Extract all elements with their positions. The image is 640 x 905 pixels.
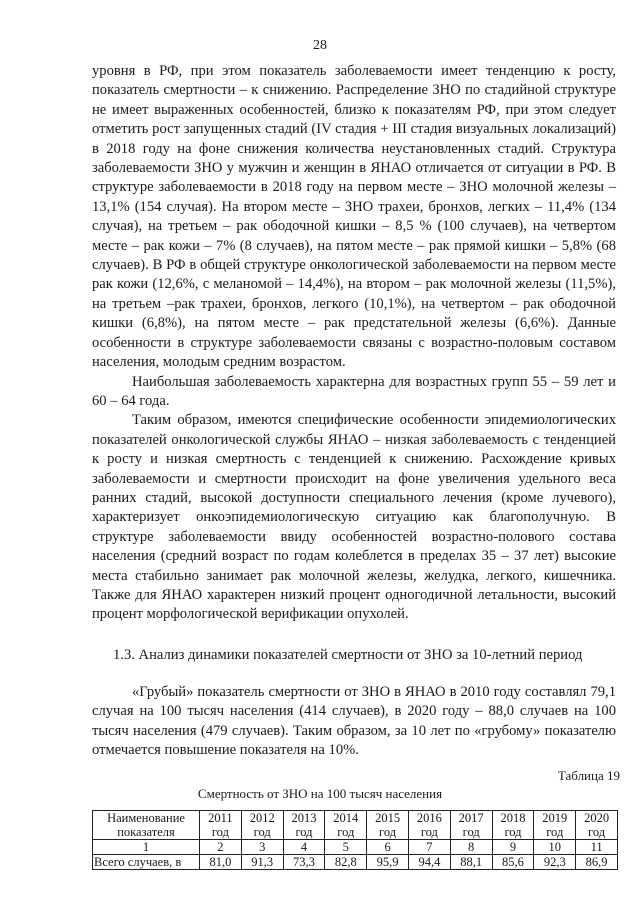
body-text — [92, 62, 616, 625]
header-cell: 2016 год — [408, 811, 450, 840]
number-cell: 9 — [492, 840, 534, 855]
number-cell: 8 — [450, 840, 492, 855]
table-header-row — [93, 811, 618, 840]
paragraph-2: Наибольшая заболеваемость характерна для возрастных групп 55 – 59 лет и 60 – 64 года. — [92, 373, 616, 409]
value-cell: 91,3 — [241, 855, 283, 870]
number-cell: 10 — [534, 840, 576, 855]
header-cell: 2015 год — [367, 811, 409, 840]
header-cell: Наименование показателя — [93, 811, 200, 840]
header-cell: 2013 год — [283, 811, 325, 840]
value-cell: 82,8 — [325, 855, 367, 870]
value-cell: 73,3 — [283, 855, 325, 870]
number-cell: 1 — [93, 840, 200, 855]
value-cell: 88,1 — [450, 855, 492, 870]
number-cell: 6 — [367, 840, 409, 855]
number-cell: 11 — [576, 840, 618, 855]
table-label: Таблица 19 — [557, 768, 620, 783]
page-number: 28 — [313, 38, 327, 53]
number-cell: 2 — [200, 840, 242, 855]
number-cell: 3 — [241, 840, 283, 855]
value-cell: 95,9 — [367, 855, 409, 870]
value-cell: 92,3 — [534, 855, 576, 870]
header-cell: 2017 год — [450, 811, 492, 840]
paragraph-3: Таким образом, имеются специфические особенности эпидемиологических показателей онкологической службы ЯНАО – низкая заболеваемость с тенденцией к росту и низкая смертность с тенденцией к снижению. Расхождение кривых заболеваемости и смертности происходит на фоне увеличения удельного веса ранних стадий, высокой доступности специального лечения (кроме лучевого), характеризует онкоэпидемиологическую ситуацию как благополучную. В структуре заболеваемости ввиду особенностей возрастно-полового состава населения (средний возраст по годам колеблется в пределах 35 – 37 лет) высокие места стабильно занимает рак молочной железы, желудка, легкого, кишечника. Также для ЯНАО характерен низкий процент одногодичной летальности, высокий процент морфологической верификации опухолей. — [92, 412, 616, 623]
table-row — [93, 855, 618, 870]
value-cell: 86,9 — [576, 855, 618, 870]
value-cell: 94,4 — [408, 855, 450, 870]
table-caption: Смертность от ЗНО на 100 тысяч населения — [197, 786, 443, 801]
number-cell: 5 — [325, 840, 367, 855]
value-cell: 81,0 — [200, 855, 242, 870]
paragraph-4: «Грубый» показатель смертности от ЗНО в ЯНАО в 2010 году составлял 79,1 случая на 100 тысяч населения (414 случаев), в 2020 году – 88,0 случаев на 100 тысяч населения (479 случаев). Таким образом, за 10 лет по «грубому» показателю отмечается повышение показателя на 10%. — [92, 684, 616, 759]
header-cell: 2019 год — [534, 811, 576, 840]
header-cell: 2020 год — [576, 811, 618, 840]
number-cell: 7 — [408, 840, 450, 855]
section-heading: 1.3. Анализ динамики показателей смертности от ЗНО за 10-летний период — [113, 647, 583, 663]
header-cell: 2018 год — [492, 811, 534, 840]
paragraph-1: уровня в РФ, при этом показатель заболеваемости имеет тенденцию к росту, показатель смертности – к снижению. Распределение ЗНО по стадийной структуре не имеет выраженных особенностей, близко к показателям РФ, при этом следует отметить рост запущенных стадий (IV стадия + III стадия визуальных локализаций) в 2018 году на фоне снижения количества неустановленных стадий. Структура заболеваемости ЗНО у мужчин и женщин в ЯНАО отличается от ситуации в РФ. В структуре заболеваемости в 2018 году на первом месте – ЗНО молочной железы – 13,1% (154 случая). На втором месте – ЗНО трахеи, бронхов, легких – 11,4% (134 случая), на третьем – рак ободочной кишки – 8,5 % (100 случаев), на четвертом месте – рак кожи – 7% (8 случаев), на пятом месте – рак прямой кишки – 5,8% (68 случаев). В РФ в общей структуре онкологической заболеваемости на первом месте рак кожи (12,6%, с меланомой – 14,4%), на втором – рак молочной железы (11,5%), на третьем –рак трахеи, бронхов, легкого (10,1%), на четвертом – рак ободочной кишки (6,8%), на пятом месте – рак предстательной железы (6,6%). Данные особенности в структуре заболеваемости связаны с возрастно-половым составом населения, молодым средним возрастом. — [92, 63, 616, 371]
value-cell: 85,6 — [492, 855, 534, 870]
number-cell: 4 — [283, 840, 325, 855]
body-text-2 — [92, 683, 616, 761]
row-label-cell: Всего случаев, в — [93, 855, 200, 870]
mortality-table — [92, 810, 618, 870]
header-cell: 2014 год — [325, 811, 367, 840]
table-numbering-row — [93, 840, 618, 855]
header-cell: 2011 год — [200, 811, 242, 840]
header-cell: 2012 год — [241, 811, 283, 840]
